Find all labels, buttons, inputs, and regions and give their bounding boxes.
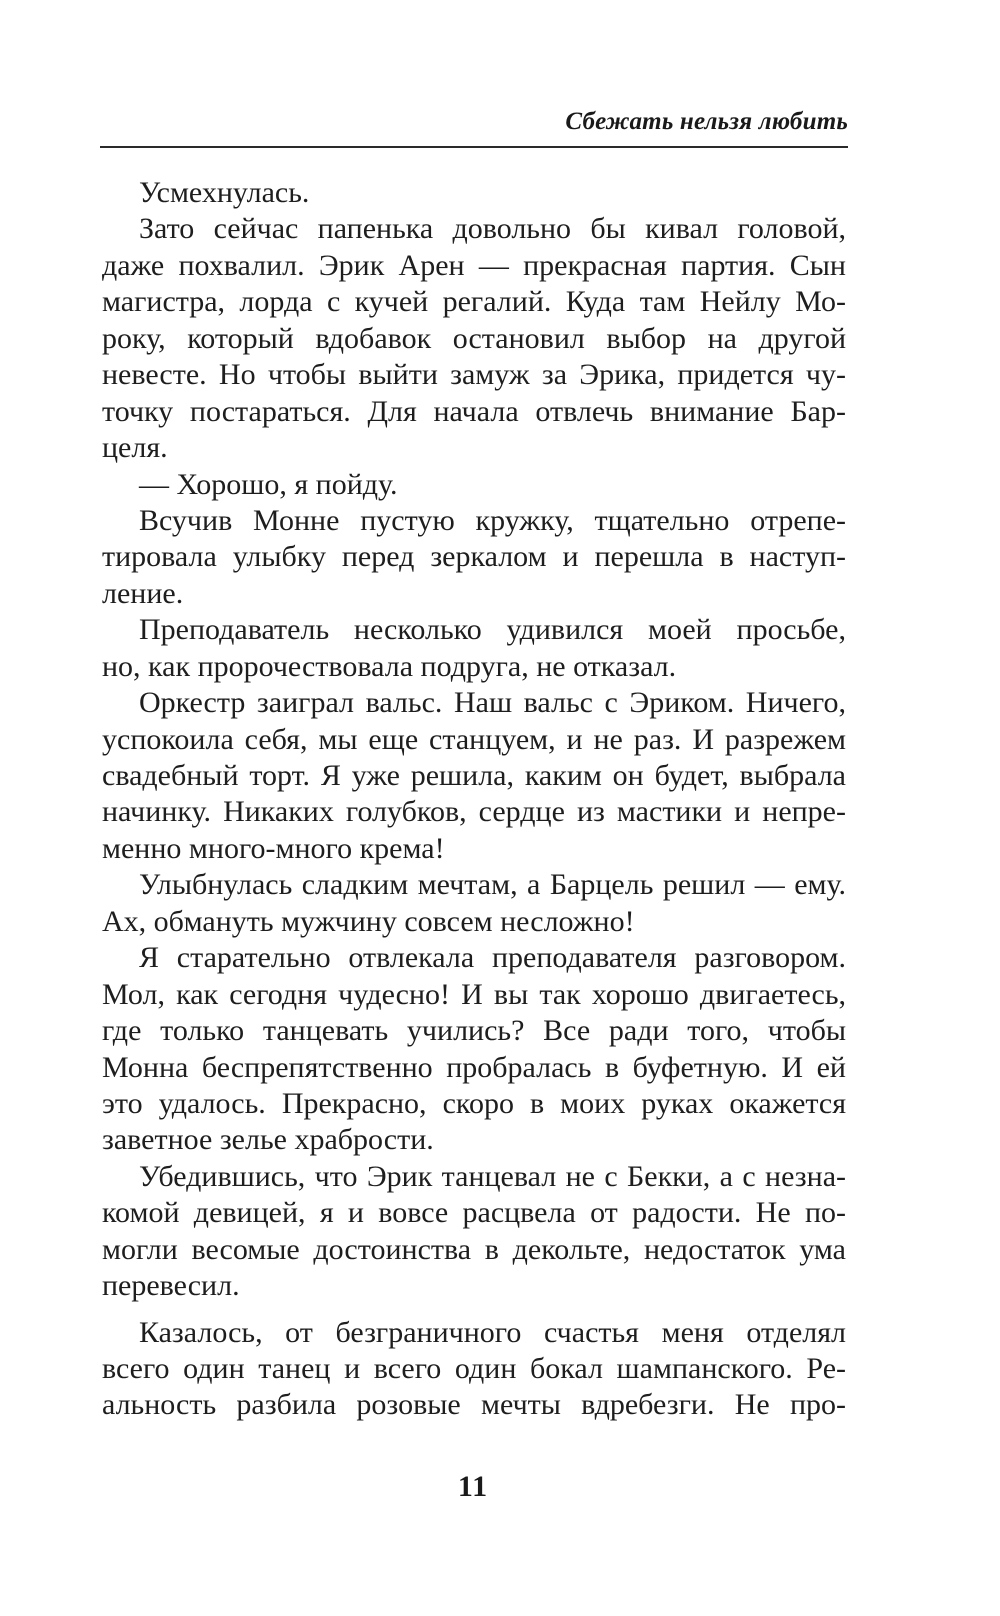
text-line: Всучив Монне пустую кружку, тщательно отрепе- [139, 503, 846, 537]
text-line: року, который вдобавок остановил выбор на другой [102, 321, 846, 355]
text-line: Зато сейчас папенька довольно бы кивал головой, [139, 212, 846, 246]
text-line: Я старательно отвлекала преподавателя разговором. [139, 941, 846, 975]
text-line: всего один танец и всего один бокал шампанского. Ре- [102, 1352, 846, 1385]
text-line: свадебный торт. Я уже решила, каким он будет, выбрала [102, 759, 846, 792]
text-line: тировала улыбку перед зеркалом и перешла в наступ- [102, 540, 846, 574]
text-line: Усмехнулась. [139, 176, 310, 209]
text-line: Монна беспрепятственно пробралась в буфетную. И ей [102, 1050, 846, 1084]
text-line: даже похвалил. Эрик Арен — прекрасная партия. Сын [102, 248, 846, 282]
text-line: менно много-много крема! [102, 831, 445, 865]
page-number: 11 [457, 1470, 489, 1503]
text-line: перевесил. [102, 1269, 240, 1303]
text-line: Ах, обмануть мужчину совсем несложно! [102, 904, 635, 938]
text-line: но, как пророчествовала подруга, не отказал. [102, 649, 677, 683]
header-rule [100, 146, 848, 148]
text-line: Оркестр заиграл вальс. Наш вальс с Эриком. Ничего, [139, 686, 846, 720]
text-line: где только танцевать учились? Все ради того, чтобы [102, 1014, 846, 1048]
text-line: это удалось. Прекрасно, скоро в моих руках окажется [102, 1086, 846, 1120]
text-line: ление. [102, 576, 184, 610]
text-line: комой девицей, я и вовсе расцвела от радости. Не по- [102, 1196, 846, 1230]
running-head: Сбежать нельзя любить [565, 108, 848, 135]
text-line: Казалось, от безграничного счастья меня отделял [139, 1315, 846, 1349]
text-line: — Хорошо, я пойду. [139, 467, 398, 501]
text-line: целя. [102, 431, 168, 465]
text-line: заветное зелье храбрости. [102, 1123, 434, 1157]
text-line: альность разбила розовые мечты вдребезги. Не про- [102, 1388, 846, 1422]
text-line: невесте. Но чтобы выйти замуж за Эрика, придется чу- [102, 358, 846, 392]
text-line: начинку. Никаких голубков, сердце из мастики и непре- [102, 795, 846, 829]
text-line: Мол, как сегодня чудесно! И вы так хорошо двигаетесь, [102, 977, 846, 1011]
text-line: успокоила себя, мы еще станцуем, и не раз. И разрежем [102, 722, 846, 756]
paragraph-gap [102, 1305, 846, 1315]
text-line: могли весомые достоинства в декольте, недостаток ума [102, 1232, 846, 1266]
text-line: точку постараться. Для начала отвлечь внимание Бар- [102, 394, 846, 428]
text-line: Улыбнулась сладким мечтам, а Барцель решил — ему. [139, 868, 846, 902]
text-line: Убедившись, что Эрик танцевал не с Бекки, а с незна- [139, 1159, 846, 1193]
body-text [102, 175, 846, 1424]
text-line: магистра, лорда с кучей регалий. Куда там Нейлу Мо- [102, 285, 846, 319]
text-line: Преподаватель несколько удивился моей просьбе, [139, 613, 846, 647]
